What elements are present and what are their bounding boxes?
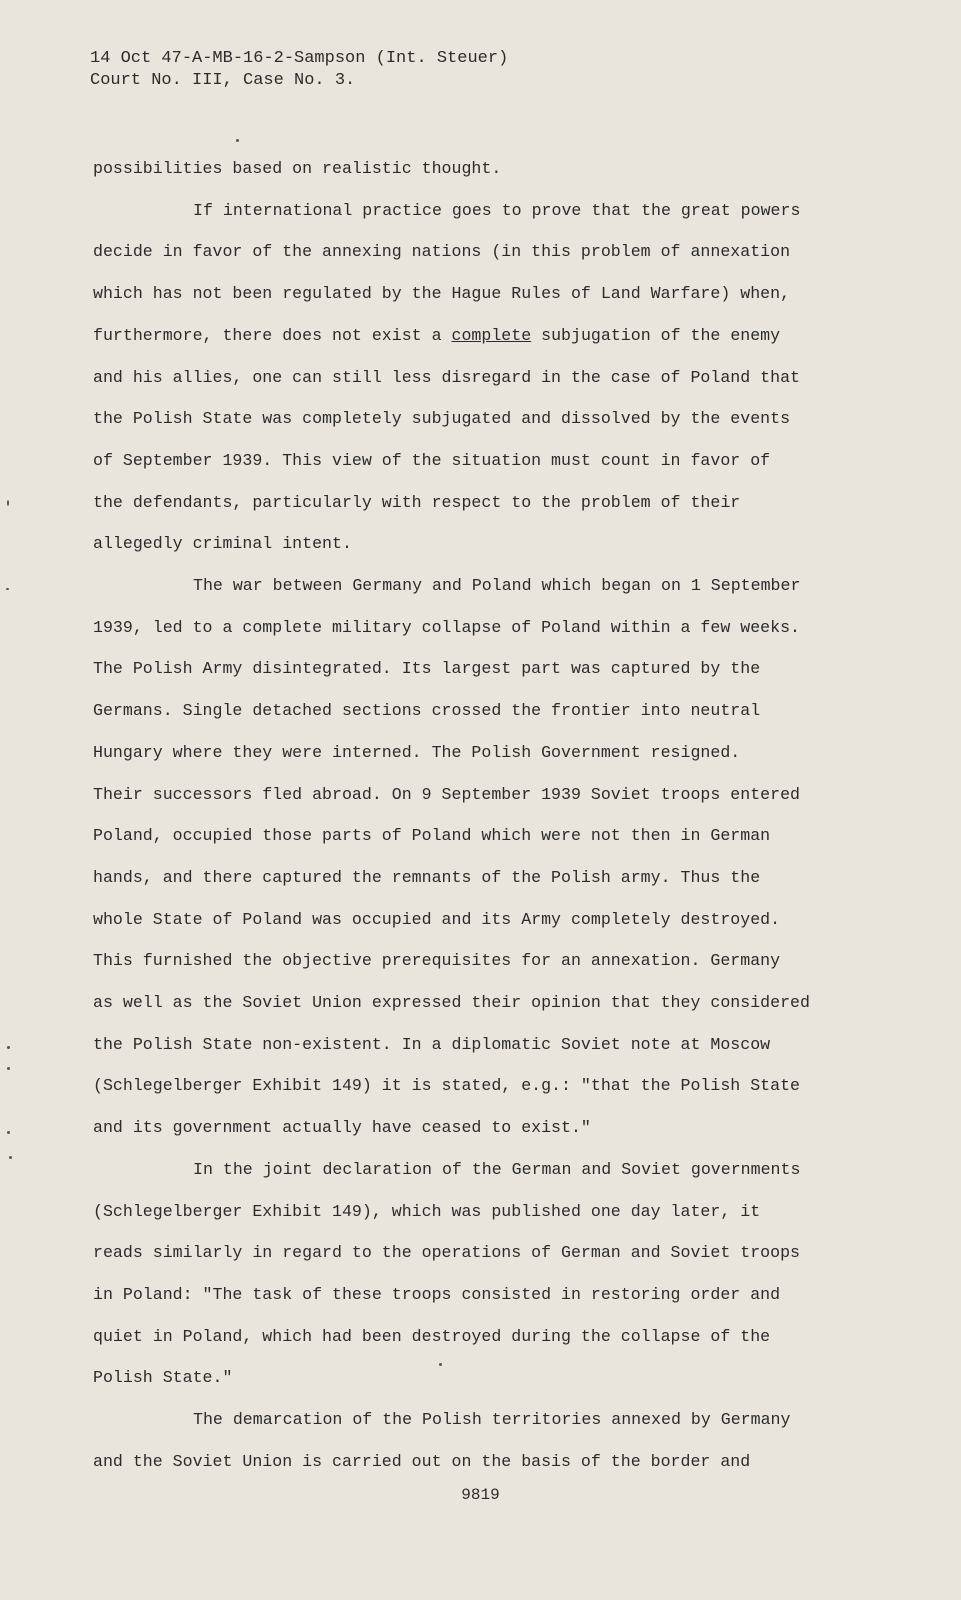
text-line: 1939, led to a complete military collapse of Poland within a few weeks. [93,617,801,637]
scan-speck [7,1067,10,1070]
scan-speck [439,1363,442,1366]
document-header [90,48,508,92]
text-line: The Polish Army disintegrated. Its largest part was captured by the [93,659,761,679]
text-line: Their successors fled abroad. On 9 September 1939 Soviet troops entered [93,784,801,804]
text-line: Polish State." [93,1368,233,1388]
text-line: possibilities based on realistic thought. [93,159,502,178]
paragraph-joint-declaration [93,1149,853,1399]
text-line: Germans. Single detached sections crossed the frontier into neutral [93,701,761,721]
paragraph-demarcation [93,1399,853,1482]
text-line: decide in favor of the annexing nations (in this problem of annexation [93,242,791,262]
text-line: whole State of Poland was occupied and its Army completely destroyed. [93,909,781,929]
text-line: which has not been regulated by the Hague Rules of Land Warfare) when, [93,284,791,304]
text-line: and the Soviet Union is carried out on the basis of the border and [93,1451,751,1471]
scan-speck [7,1046,10,1049]
text-line: This furnished the objective prerequisites for an annexation. Germany [93,951,781,971]
text-line: The war between Germany and Poland which began on 1 September [193,576,801,596]
text-line: The demarcation of the Polish territories annexed by Germany [193,1410,791,1430]
text-line: the defendants, particularly with respect to the problem of their [93,492,741,512]
header-line-2: Court No. III, Case No. 3. [90,71,356,90]
scan-speck [236,139,239,142]
text-line: quiet in Poland, which had been destroyed during the collapse of the [93,1326,771,1346]
scan-speck [7,500,9,506]
text-line: Hungary where they were interned. The Polish Government resigned. [93,742,741,762]
paragraph-war-germany-poland [93,565,853,1149]
text-line: in Poland: "The task of these troops consisted in restoring order and [93,1284,781,1304]
text-line: and his allies, one can still less disregard in the case of Poland that [93,367,801,387]
paragraph-international-practice [93,190,853,565]
text-line: the Polish State non-existent. In a diplomatic Soviet note at Moscow [93,1034,771,1054]
text-line: hands, and there captured the remnants of the Polish army. Thus the [93,867,761,887]
header-line-1: 14 Oct 47-A-MB-16-2-Sampson (Int. Steuer) [90,49,509,68]
text-line: of September 1939. This view of the situation must count in favor of [93,450,771,470]
scan-speck [6,588,9,590]
text-line: Poland, occupied those parts of Poland which were not then in German [93,826,771,846]
text-line: In the joint declaration of the German and Soviet governments [193,1159,801,1179]
text-line: reads similarly in regard to the operations of German and Soviet troops [93,1243,801,1263]
scan-speck [9,1156,12,1159]
underlined-word: complete [451,325,532,345]
text-line: and its government actually have ceased to exist." [93,1118,591,1138]
text-line: (Schlegelberger Exhibit 149), which was published one day later, it [93,1201,761,1221]
text-line-with-underline: furthermore, there does not exist a complete subjugation of the enemy [93,325,781,345]
body-text [93,148,853,1483]
scan-speck [7,1131,10,1134]
page-number: 9819 [461,1486,500,1504]
paragraph-continuation [93,148,853,190]
text-line: as well as the Soviet Union expressed their opinion that they considered [93,993,810,1013]
text-line: If international practice goes to prove that the great powers [193,200,801,220]
text-line: (Schlegelberger Exhibit 149) it is stated, e.g.: "that the Polish State [93,1076,801,1096]
text-line: the Polish State was completely subjugated and dissolved by the events [93,409,791,429]
text-line: allegedly criminal intent. [93,534,352,554]
